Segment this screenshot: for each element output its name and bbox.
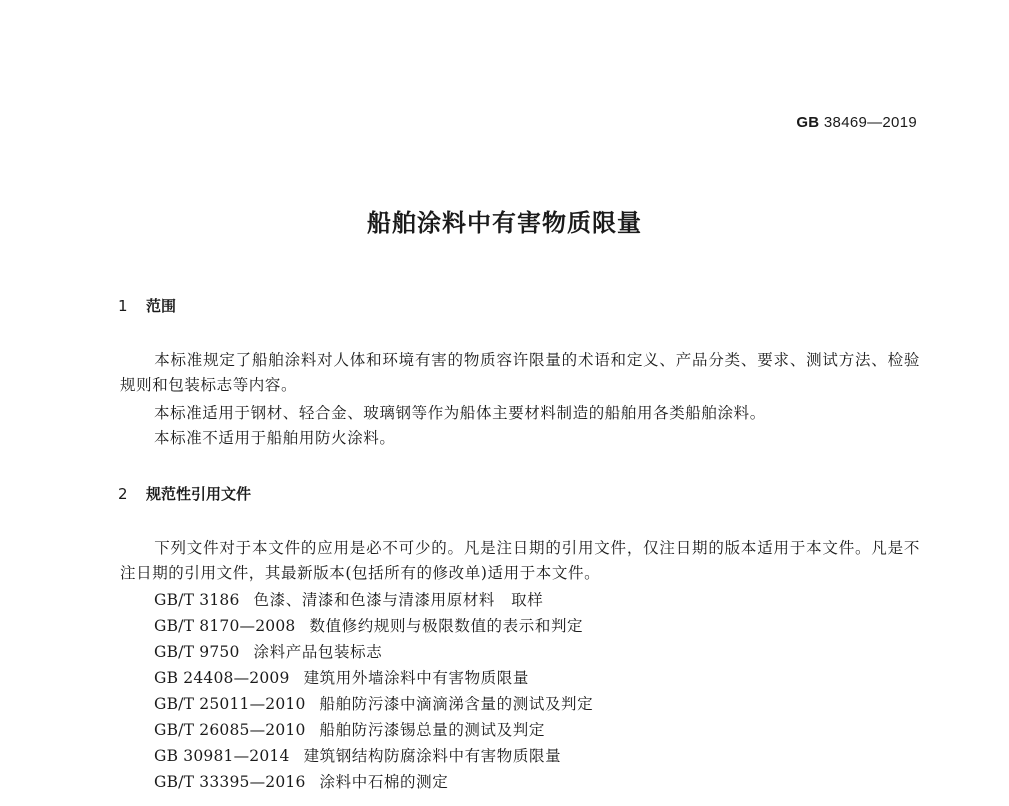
scope-paragraph-2: 本标准适用于钢材、轻合金、玻璃钢等作为船体主要材料制造的船舶用各类船舶涂料。	[154, 404, 766, 422]
references-intro-paragraph	[120, 536, 920, 586]
scope-paragraph-3: 本标准不适用于船舶用防火涂料。	[154, 429, 396, 447]
reference-code: GB/T 25011—2010	[154, 695, 306, 713]
reference-name: 色漆、清漆和色漆与清漆用原材料 取样	[253, 591, 544, 609]
reference-item	[154, 718, 545, 743]
reference-code: GB 24408—2009	[154, 669, 290, 687]
section-number: 2	[118, 485, 128, 503]
reference-name: 建筑用外墙涂料中有害物质限量	[303, 669, 529, 687]
reference-code: GB/T 26085—2010	[154, 721, 306, 739]
reference-item	[154, 588, 543, 613]
reference-name: 涂料中石棉的测定	[319, 773, 449, 791]
reference-item	[154, 770, 448, 795]
reference-code: GB/T 8170—2008	[154, 617, 296, 635]
reference-name: 船舶防污漆锡总量的测试及判定	[319, 721, 545, 739]
standard-code	[796, 114, 917, 131]
reference-name: 船舶防污漆中滴滴涕含量的测试及判定	[319, 695, 594, 713]
document-title: 船舶涂料中有害物质限量	[367, 209, 642, 237]
standard-prefix: GB	[796, 114, 820, 131]
reference-item	[154, 640, 382, 665]
standard-number: 38469—2019	[823, 114, 917, 131]
reference-item	[154, 744, 561, 769]
reference-name: 建筑钢结构防腐涂料中有害物质限量	[303, 747, 562, 765]
reference-name: 数值修约规则与极限数值的表示和判定	[309, 617, 584, 635]
paragraph-text: 下列文件对于本文件的应用是必不可少的。凡是注日期的引用文件，仅注日期的版本适用于本文件。凡是不注日期的引用文件，其最新版本(包括所有的修改单)适用于本文件。	[120, 539, 920, 582]
section-title: 规范性引用文件	[146, 485, 252, 503]
reference-item	[154, 666, 529, 691]
section-title: 范围	[146, 297, 177, 315]
reference-item	[154, 614, 583, 639]
reference-name: 涂料产品包装标志	[253, 643, 383, 661]
section-2-heading	[118, 483, 251, 504]
reference-code: GB 30981—2014	[154, 747, 290, 765]
reference-code: GB/T 33395—2016	[154, 773, 306, 791]
section-1-heading	[118, 295, 176, 316]
section-number: 1	[118, 297, 128, 315]
reference-code: GB/T 3186	[154, 591, 240, 609]
reference-code: GB/T 9750	[154, 643, 240, 661]
reference-item	[154, 692, 593, 717]
scope-paragraph-1	[120, 348, 920, 398]
paragraph-text: 本标准规定了船舶涂料对人体和环境有害的物质容许限量的术语和定义、产品分类、要求、测试方法、检验规则和包装标志等内容。	[120, 351, 920, 394]
